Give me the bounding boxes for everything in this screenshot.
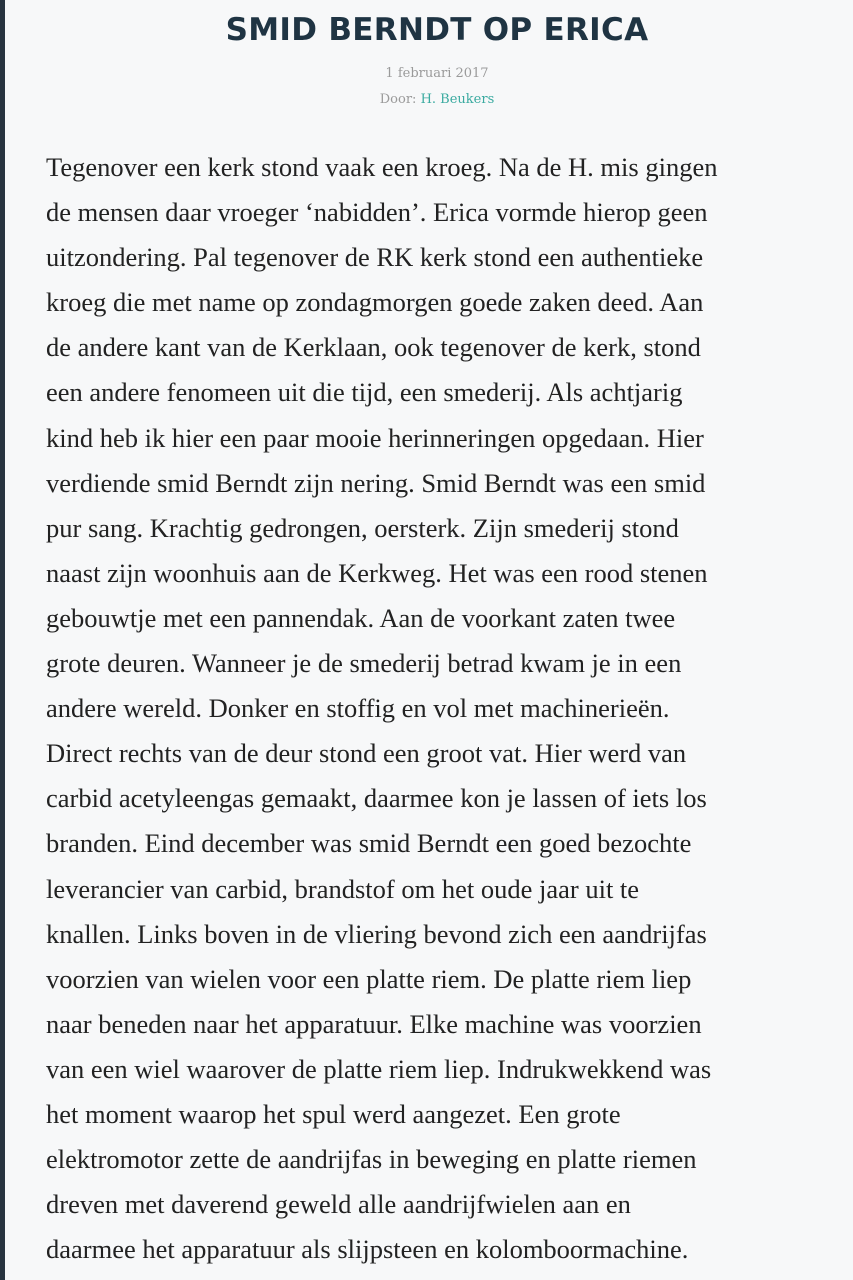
article-text-line: naar beneden naar het apparatuur. Elke machine was voorzien <box>46 1008 702 1039</box>
article-text-line: van een wiel waarover de platte riem liep. Indrukwekkend was <box>46 1053 712 1084</box>
article-byline <box>5 90 853 110</box>
article-text-line: daarmee het apparatuur als slijpsteen en kolomboormachine. <box>46 1234 689 1265</box>
article-text-line: knallen. Links boven in de vliering bevond zich een aandrijfas <box>46 918 707 949</box>
article-text-line: andere wereld. Donker en stoffig en vol met machinerieën. <box>46 693 670 724</box>
article-text-line: pur sang. Krachtig gedrongen, oersterk. Zijn smederij stond <box>46 512 679 543</box>
article-text-line: elektromotor zette de aandrijfas in beweging en platte riemen <box>46 1144 697 1175</box>
article-body <box>46 145 846 1272</box>
article-text-line: leverancier van carbid, brandstof om het oude jaar uit te <box>46 873 640 904</box>
article-date: 1 februari 2017 <box>385 66 489 81</box>
byline-prefix: Door: <box>379 92 417 107</box>
article-text-line: Direct rechts van de deur stond een groot vat. Hier werd van <box>46 738 687 769</box>
article-title: SMID BERNDT OP ERICA <box>225 12 649 48</box>
article-text-line: kind heb ik hier een paar mooie herinneringen opgedaan. Hier <box>46 422 704 453</box>
author-link[interactable]: H. Beukers <box>420 92 495 107</box>
article-text-line: Tegenover een kerk stond vaak een kroeg. Na de H. mis gingen <box>46 152 718 182</box>
article-text-line: uitzondering. Pal tegenover de RK kerk stond een authentieke <box>46 242 704 273</box>
article-text-line: carbid acetyleengas gemaakt, daarmee kon je lassen of iets los <box>46 783 707 814</box>
article-text-line: naast zijn woonhuis aan de Kerkweg. Het was een rood stenen <box>46 557 708 588</box>
article-text-line: voorzien van wielen voor een platte riem. De platte riem liep <box>46 963 692 994</box>
article-text-line: de andere kant van de Kerklaan, ook tegenover de kerk, stond <box>46 332 701 363</box>
article-text-line: dreven met daverend geweld alle aandrijfwielen aan en <box>46 1189 631 1220</box>
article-text-line: gebouwtje met een pannendak. Aan de voorkant zaten twee <box>46 602 676 633</box>
article-page <box>5 0 853 1280</box>
article-text-line: een andere fenomeen uit die tijd, een smederij. Als achtjarig <box>46 377 683 408</box>
article-text-line: de mensen daar vroeger ‘nabidden’. Erica vormde hierop geen <box>46 197 708 228</box>
article-text-line: grote deuren. Wanneer je de smederij betrad kwam je in een <box>46 648 682 679</box>
article-text-line: branden. Eind december was smid Berndt een goed bezochte <box>46 828 692 859</box>
article-text-line: het moment waarop het spul werd aangezet. Een grote <box>46 1098 621 1129</box>
article-text-line: kroeg die met name op zondagmorgen goede zaken deed. Aan <box>46 287 704 318</box>
article-text-line: verdiende smid Berndt zijn nering. Smid Berndt was een smid <box>46 467 706 498</box>
